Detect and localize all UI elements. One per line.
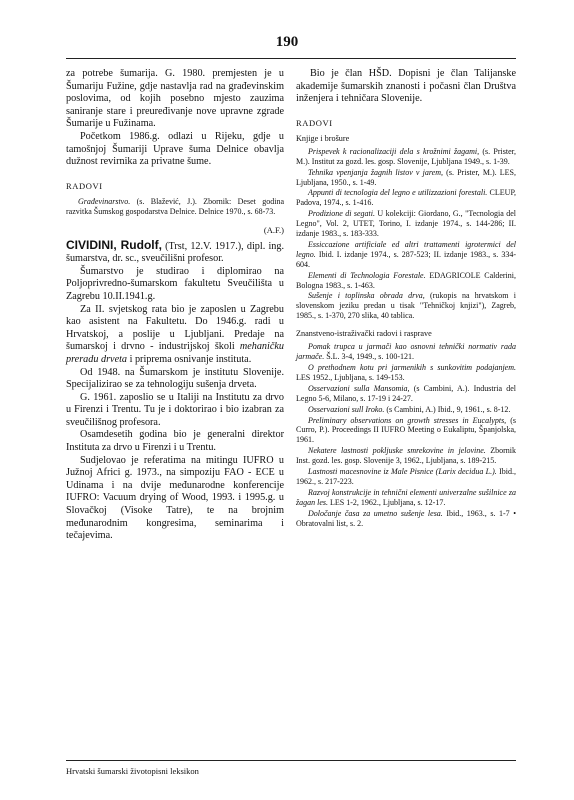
bibliography-item: Lastnosti macesnovine iz Male Pisnice (Larix decidua L.). Ibid., 1962., s. 217-223. [296, 467, 517, 486]
left-column [66, 68, 284, 543]
bibliography-item: Sušenje i toplinska obrada drva, (rukopis na hrvatskom i slovenskom jeziku predan u tisak "Tehničkoj knjizi"), Zagreb, 1985., s. 1-370, 270 slika, 40 tablica. [296, 291, 516, 321]
bibliography-item: Določanje časa za umetno sušenje lesa. Ibid., 1963., s. 1-7 • Obratovalni list, s. 2. [296, 508, 516, 528]
header-rule [66, 58, 516, 59]
bibliography-item: Nekatere lastnosti pokljuske smrekovine in jelovine. Zbornik Inst. gozd. les. gosp. Slovenije 3, 1962., Ljubljana, s. 189-215. [296, 446, 516, 466]
bibliography-item: Essiccazione artificiale ed altri trattamenti igrotermici del legno. Ibid. I. izdanje 1974., s. 287-523; II. izdanje 1983., s. 334-604. [296, 239, 516, 269]
bibliography-item: Osservazioni sulla Mansomia, (s Cambini, A.). Industria del Legno 5-6, Milano, s. 17-19 i 24-27. [296, 383, 516, 403]
bibliography-item: Razvoj konstrukcije in tehnični elementi univerzalne sušilnice za žagan les. LES 1-2, 1962., Ljubljana, s. 12-17. [296, 487, 516, 507]
papers-list [296, 342, 516, 528]
subsection-heading-znanstveni: Znanstveno-istraživački radovi i rasprave [296, 329, 432, 339]
author-signature: (A.F.) [263, 224, 284, 235]
right-column [296, 68, 516, 530]
paragraph: Početkom 1986.g. odlazi u Rijeku, gdje u tamošnjoj Šumariji Uprave šuma Delnice obavlja dužnost revirnika za privatne šume. [66, 130, 284, 168]
entry-header: CIVIDINI, Rudolf, (Trst, 12.V. 1917.), dipl. ing. šumarstva, dr. sc., sveučilišni profesor. [66, 237, 285, 265]
bibliography-item: Preliminary observations on growth stresses in Eucalypts, (s Curro, P.). Proceedings II IUFRO Meeting o Eukaliptu, Španjolska, 1961. [296, 415, 516, 445]
bibliography-item: Osservazioni sull Iroko. (s Cambini, A.) Ibid., 9, 1961., s. 8-12. [308, 404, 511, 414]
bibliography-item: Appunti di tecnologia del legno e utilizzazioni forestali. CLEUP, Padova, 1974., s. 1-416. [296, 188, 517, 208]
page-number: 190 [275, 34, 299, 50]
bibliography-item: Građevinarstvo. (s. Blažević, J.). Zbornik: Deset godina razvitka Šumskog gospodarstva Delnice. Delnice 1970., s. 68-73. [66, 196, 284, 216]
paragraph: Osamdesetih godina bio je generalni direktor Instituta za drvo u Firenzi i u Trentu. [66, 429, 284, 454]
entry-name: CIVIDINI, Rudolf, [66, 237, 162, 252]
paragraph: za potrebe šumarija. G. 1980. premjesten je u Šumariju Fužine, gdje nastavlja rad na građevinskim poslovima, od kojih posebno mjesto zauzima saniranje stare i preuređivanje nove upravne zgrade Šumarije u Fužinama. [66, 68, 284, 130]
bibliography-item: Prodizione di segati. U kolekciji: Giordano, G., "Tecnologia del Legno", Vol. 2, UTET, Torino, I. izdanje 1974., s. 144-286; II. izdanje 1983., s. 183-333. [296, 209, 516, 239]
paragraph: Sudjelovao je referatima na mitingu IUFRO u Južnoj Africi g. 1973., na simpoziju FAO - ECE u Udinama i na dvije međunarodne konferencije IUFRO: Vacuum drying of Wood, 1993. i 1995.g. u Slovačkoj (Visoke Tatre), te na brojnim međunarodnim kongresima, seminarima i tečajevima. [66, 454, 284, 542]
bibliography-item: Tehnika vpenjanja žagnih listov v jarem, (s. Prister, M.). LES, Ljubljana, 1950., s. 1-49. [296, 167, 517, 187]
section-heading-radovi: RADOVI [296, 117, 333, 128]
bibliography-item: Pomak trupca u jarmači kao osnovni tehnički normativ rada jarmače. Š.L. 3-4, 1949., s. 100-121. [296, 342, 516, 362]
books-list [296, 147, 516, 321]
paragraph: Šumarstvo je studirao i diplomirao na Poljoprivredno-šumarskom fakultetu Sveučilišta u Zagrebu 10.II.1941.g. [66, 265, 284, 302]
paragraph: Od 1948. na Šumarskom je institutu Slovenije. Specijalizirao se za tehnologiju sušenja drveta. [66, 366, 284, 391]
section-heading-radovi: RADOVI [66, 180, 103, 191]
paragraph: Bio je član HŠD. Dopisni je član Talijanske akademije šumarskih znanosti i počasni član Društva inženjera i tehničara Slovenije. [296, 68, 516, 105]
footer-rule [66, 760, 516, 761]
footer-text: Hrvatski šumarski životopisni leksikon [66, 766, 199, 776]
bibliography-item: O prethodnem kotu pri jarmenikih s sunkovitim podajanjem. LES 1952., Ljubljana, s. 149-153. [296, 363, 516, 382]
paragraph: G. 1961. zaposlio se u Italiji na Institutu za drvo u Firenzi i Trentu. Tu je i doktorirao i bio izabran za sveučilišnog profesora. [66, 391, 284, 428]
bibliography-item: Prispevek k racionalizaciji dela s krožnimi žagami, (s. Prister, M.). Institut za gozd. les. gosp. Slovenije, Ljubljana 1949., s. 1-39. [296, 146, 516, 166]
paragraph: Za II. svjetskog rata bio je zaposlen u Zagrebu kao asistent na Fakultetu. Do 1946.g. radi u Hrvatskoj, a poslije u Ljubljani. Predaje na šumarskoj i drvno - industrijskoj školi mehaničku preradu drveta i priprema osnivanje instituta. [66, 303, 284, 365]
subsection-heading-knjige: Knjige i brošure [296, 133, 350, 143]
bibliography-item: Elementi di Technologia Forestale. EDAGRICOLE Calderini, Bologna 1983., s. 1-463. [296, 270, 517, 290]
